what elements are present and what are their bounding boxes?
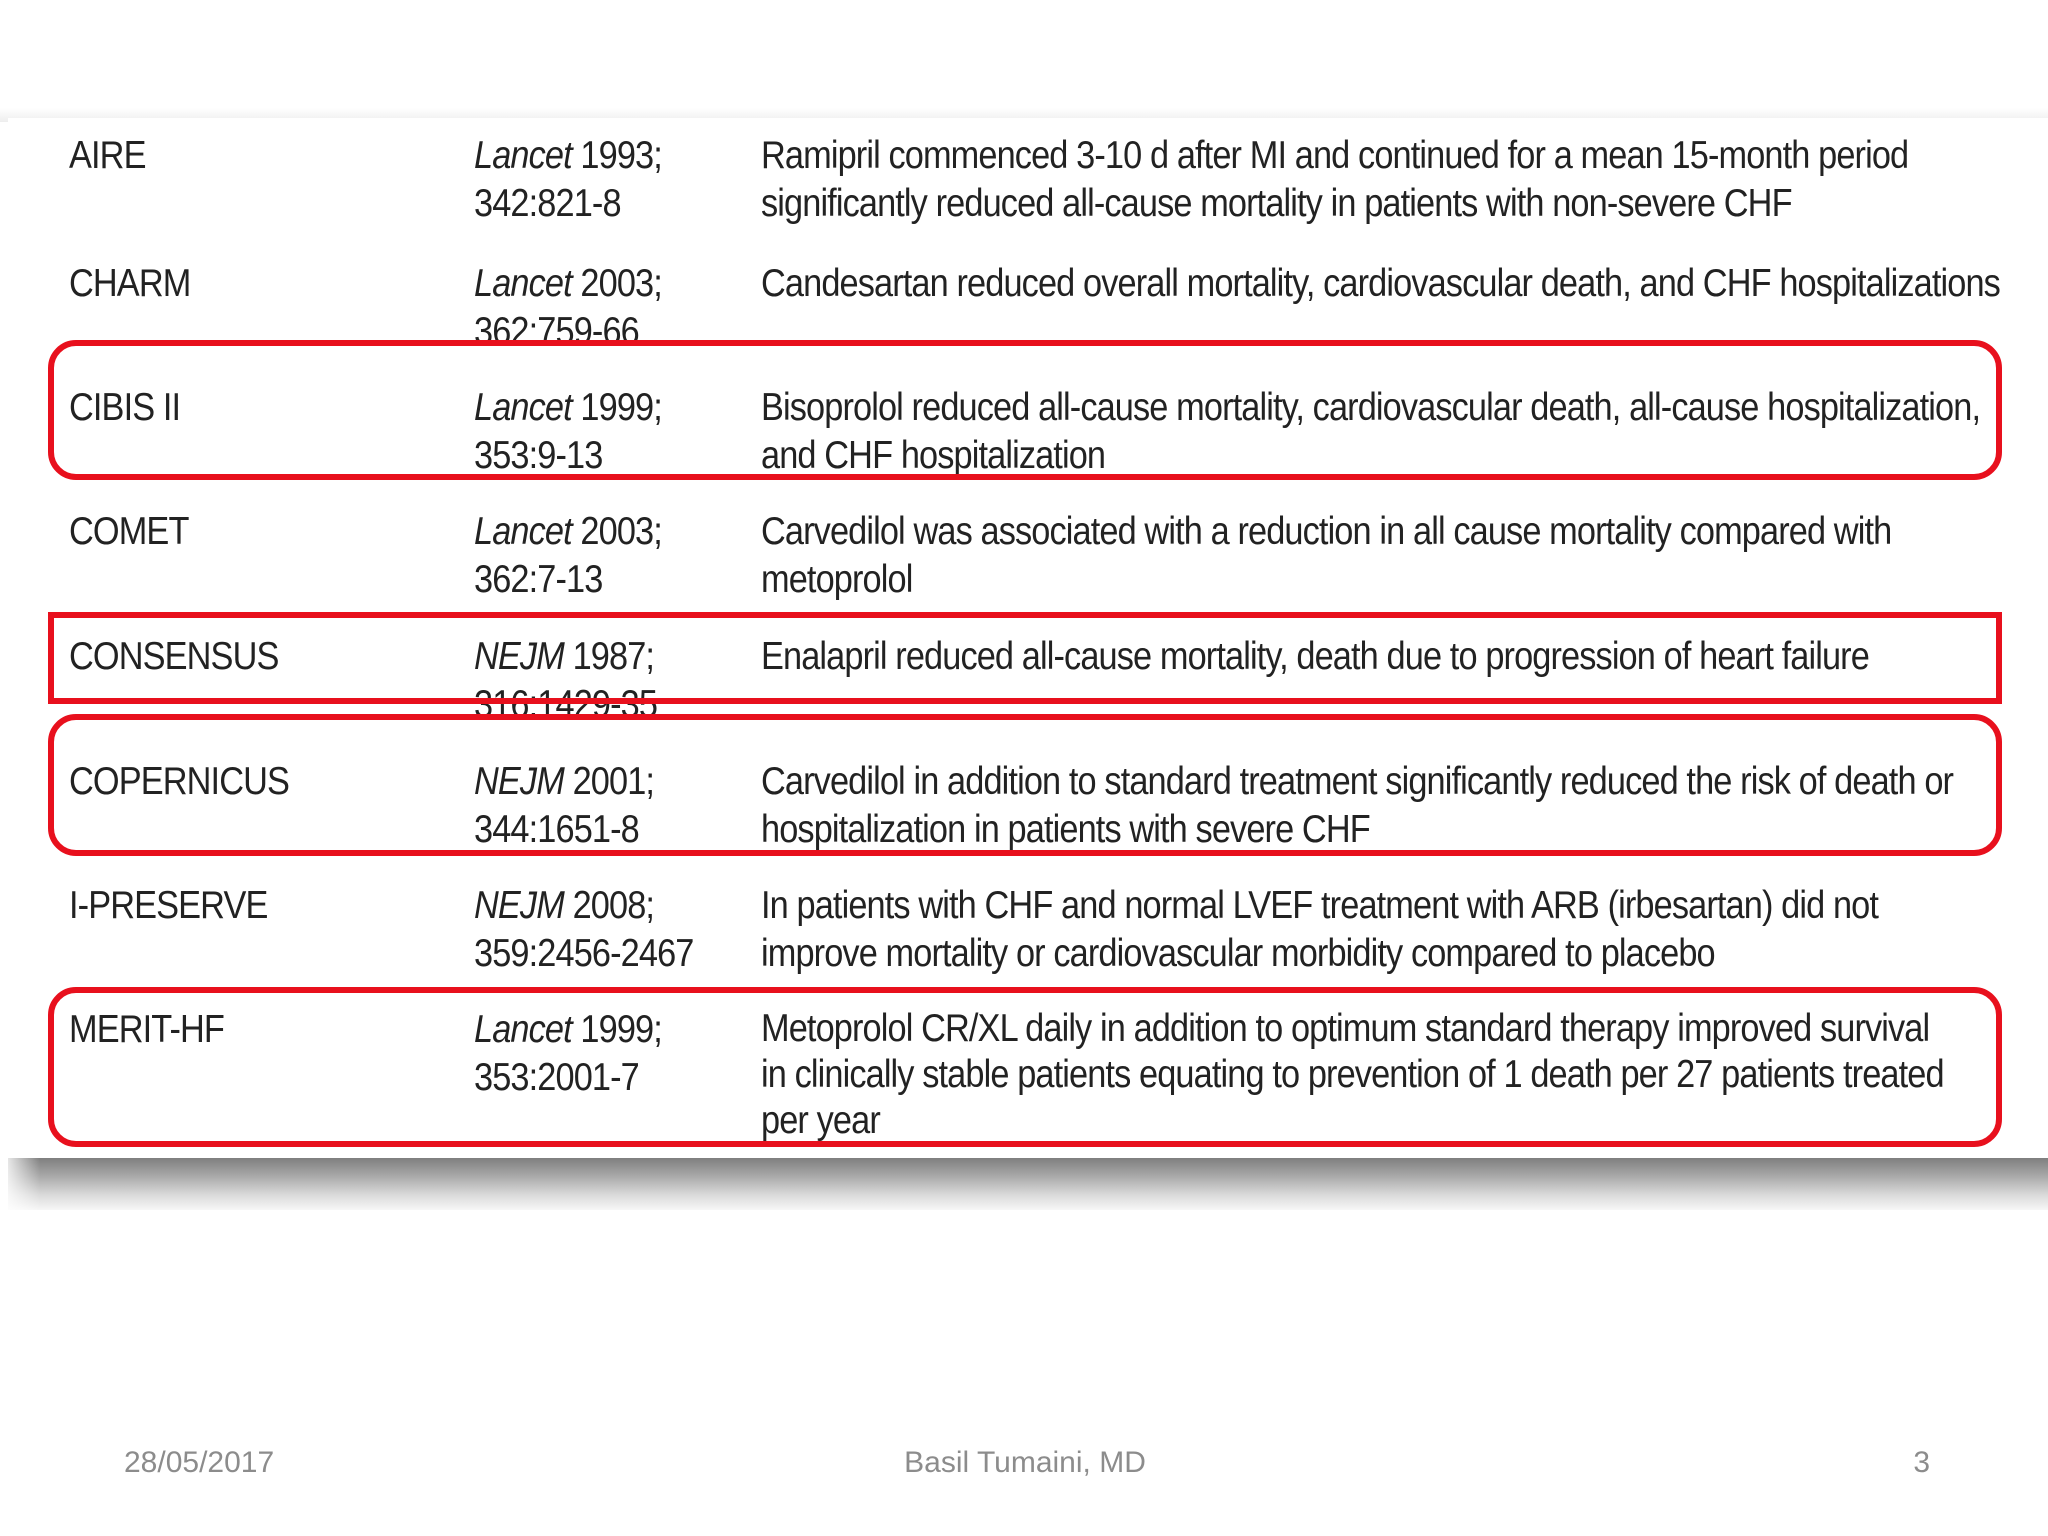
finding-line: Carvedilol was associated with a reduction in all cause mortality compared with [761, 510, 1892, 553]
journal-pages: 316:1429-35 [474, 683, 658, 726]
journal-year: 2003; [571, 262, 662, 305]
journal-name: Lancet [474, 386, 572, 429]
journal-year: 2008; [563, 884, 655, 927]
journal-year: 2003; [571, 510, 662, 553]
trial-reference [474, 132, 662, 228]
highlight-box-copernicus [48, 714, 2002, 856]
trial-finding [761, 132, 1908, 228]
journal-name: Lancet [474, 262, 572, 305]
trial-name: AIRE [69, 134, 146, 177]
table-image-shadow-fade [0, 1158, 40, 1210]
journal-name: NEJM [474, 884, 564, 927]
journal-pages: 344:1651-8 [474, 808, 639, 851]
highlight-box-cibis-ii [48, 340, 2002, 480]
finding-line: Ramipril commenced 3-10 d after MI and continued for a mean 15-month period [761, 134, 1909, 177]
journal-name: Lancet [474, 1008, 572, 1051]
journal-pages: 353:2001-7 [474, 1056, 639, 1099]
journal-name: Lancet [474, 510, 572, 553]
trial-name: MERIT-HF [69, 1008, 225, 1051]
highlight-box-merit-hf [48, 987, 2002, 1147]
trial-finding [761, 882, 1878, 978]
journal-name: Lancet [474, 134, 572, 177]
finding-line: Metoprolol CR/XL daily in addition to optimum standard therapy improved survival [761, 1007, 1930, 1050]
finding-line: hospitalization in patients with severe CHF [761, 808, 1370, 851]
trial-name: I-PRESERVE [69, 884, 268, 927]
table-image-shadow [8, 1158, 2048, 1210]
finding-line: improve mortality or cardiovascular morbidity compared to placebo [761, 932, 1715, 975]
journal-pages: 359:2456-2467 [474, 932, 694, 975]
finding-line: metoprolol [761, 558, 913, 601]
journal-year: 1993; [571, 134, 662, 177]
journal-year: 1999; [571, 1008, 662, 1051]
journal-name: NEJM [474, 635, 564, 678]
journal-pages: 362:759-66 [474, 310, 639, 353]
trial-finding [761, 260, 2000, 308]
journal-year: 1987; [563, 635, 655, 678]
trial-name: CIBIS II [69, 386, 181, 429]
finding-line: per year [761, 1099, 880, 1142]
trial-reference [474, 508, 662, 604]
finding-line: Candesartan reduced overall mortality, cardiovascular death, and CHF hospitalizations [761, 262, 2000, 305]
trial-name: CONSENSUS [69, 635, 279, 678]
finding-line: significantly reduced all-cause mortality in patients with non-severe CHF [761, 182, 1792, 225]
footer-author: Basil Tumaini, MD [904, 1446, 1146, 1479]
trial-reference [474, 882, 693, 978]
journal-year: 2001; [563, 760, 655, 803]
finding-line: Bisoprolol reduced all-cause mortality, cardiovascular death, all-cause hospitalization, [761, 386, 1981, 429]
finding-line: In patients with CHF and normal LVEF treatment with ARB (irbesartan) did not [761, 884, 1879, 927]
finding-line: Carvedilol in addition to standard treatment significantly reduced the risk of death or [761, 760, 1954, 803]
journal-year: 1999; [571, 386, 662, 429]
finding-line: in clinically stable patients equating to prevention of 1 death per 27 patients treated [761, 1053, 1944, 1096]
slide-number: 3 [1913, 1446, 1930, 1479]
trial-name: COPERNICUS [69, 760, 290, 803]
finding-line: and CHF hospitalization [761, 434, 1106, 477]
finding-line: Enalapril reduced all-cause mortality, death due to progression of heart failure [761, 635, 1869, 678]
journal-pages: 342:821-8 [474, 182, 621, 225]
journal-pages: 362:7-13 [474, 558, 603, 601]
trial-finding [761, 508, 1891, 604]
journal-pages: 353:9-13 [474, 434, 603, 477]
highlight-box-consensus [48, 612, 2002, 704]
trial-name: CHARM [69, 262, 191, 305]
journal-name: NEJM [474, 760, 564, 803]
footer-date: 28/05/2017 [124, 1446, 275, 1479]
trial-name: COMET [69, 510, 189, 553]
